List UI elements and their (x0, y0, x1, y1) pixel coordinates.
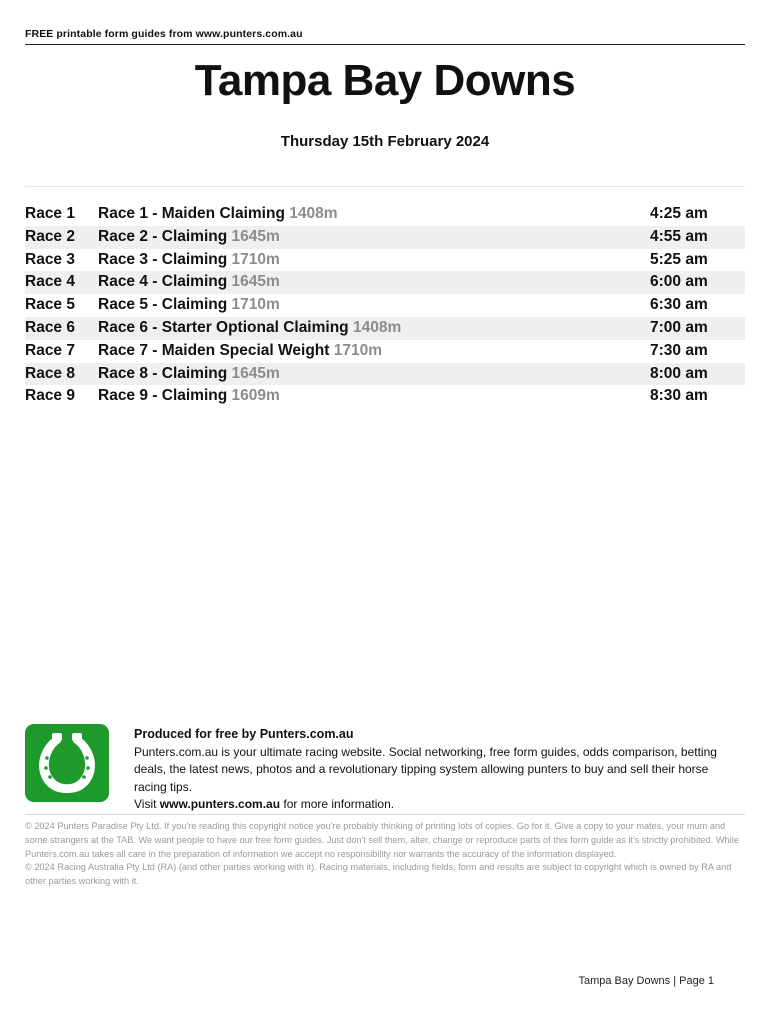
race-number: Race 2 (25, 227, 75, 245)
race-name: Race 1 - Maiden Claiming (98, 205, 285, 222)
race-time: 4:55 am (650, 227, 708, 245)
race-number: Race 4 (25, 273, 75, 291)
race-name: Race 5 - Claiming (98, 296, 228, 314)
race-number: Race 5 (25, 296, 75, 314)
page-footer: Tampa Bay Downs | Page 1 (578, 975, 714, 987)
produced-description: Punters.com.au is your ultimate racing website. Social networking, free form guides, odds comparison, betting deals, the latest news, photos and a revolutionary tipping system allowing punters to buy and sell their horse racing tips. (134, 744, 717, 794)
produced-by-block (134, 726, 744, 814)
race-distance: 1609m (231, 387, 280, 405)
header-note: FREE printable form guides from www.punters.com.au (25, 28, 303, 40)
race-row (25, 271, 745, 294)
race-title (98, 363, 280, 386)
visit-suffix: for more information. (280, 797, 395, 811)
race-distance: 1408m (289, 205, 338, 222)
horseshoe-icon (25, 724, 109, 802)
race-name: Race 8 - Claiming (98, 364, 228, 382)
race-number: Race 7 (25, 341, 75, 359)
race-title (98, 317, 401, 340)
race-distance: 1710m (231, 250, 280, 268)
race-time: 6:30 am (650, 296, 708, 314)
race-list (25, 203, 745, 408)
race-distance: 1645m (231, 273, 280, 291)
produced-title: Produced for free by Punters.com.au (134, 727, 354, 741)
race-distance: 1645m (231, 364, 280, 382)
race-table-divider (25, 186, 745, 187)
race-number: Race 1 (25, 205, 75, 222)
race-title (98, 294, 280, 317)
race-row (25, 317, 745, 340)
race-title (98, 203, 338, 226)
race-name: Race 2 - Claiming (98, 227, 228, 245)
race-time: 8:30 am (650, 387, 708, 405)
race-time: 7:00 am (650, 318, 708, 336)
copyright-notice (25, 820, 745, 889)
copyright-paragraph-2: © 2024 Racing Australia Pty Ltd (RA) (and other parties working with it). Racing materials, including fields, form and results are subject to copyright which is owned by RA and other parties working with it. (25, 862, 732, 887)
race-time: 4:25 am (650, 205, 708, 222)
race-distance: 1645m (231, 227, 280, 245)
race-name: Race 3 - Claiming (98, 250, 228, 268)
race-name: Race 6 - Starter Optional Claiming (98, 318, 349, 336)
footer-divider (25, 814, 745, 815)
venue-title: Tampa Bay Downs (194, 56, 576, 105)
punters-logo (25, 724, 109, 802)
race-distance: 1710m (231, 296, 280, 314)
race-number: Race 6 (25, 318, 75, 336)
race-row (25, 294, 745, 317)
race-time: 8:00 am (650, 364, 708, 382)
header-divider (25, 44, 745, 45)
race-time: 5:25 am (650, 250, 708, 268)
race-row (25, 340, 745, 363)
visit-prefix: Visit (134, 797, 160, 811)
meeting-date: Thursday 15th February 2024 (280, 133, 490, 150)
race-row (25, 385, 745, 408)
race-time: 6:00 am (650, 273, 708, 291)
race-number: Race 8 (25, 364, 75, 382)
race-row (25, 226, 745, 249)
race-distance: 1408m (352, 318, 402, 336)
race-title (98, 226, 280, 249)
visit-link[interactable]: www.punters.com.au (159, 797, 281, 811)
race-number: Race 9 (25, 387, 75, 405)
race-title (98, 271, 280, 294)
race-row (25, 249, 745, 272)
race-name: Race 4 - Claiming (98, 273, 228, 291)
race-title (98, 340, 382, 363)
visit-line (134, 796, 744, 814)
race-distance: 1710m (333, 341, 382, 359)
race-name: Race 9 - Claiming (98, 387, 228, 405)
race-number: Race 3 (25, 250, 75, 268)
race-row (25, 363, 745, 386)
race-title (98, 385, 280, 408)
race-row (25, 203, 745, 226)
race-title (98, 249, 280, 272)
race-time: 7:30 am (650, 341, 708, 359)
copyright-paragraph-1: © 2024 Punters Paradise Pty Ltd. If you're reading this copyright notice you're probably thinking of printing lots of copies. Go for it. Give a copy to your mates, your mum and some strangers at the TAB. We want people to have our free form guides. Just don't sell them, alter, change or reproduce parts of this form guide as it's strictly prohibited. While Punters.com.au takes all care in the preparation of information we accept no responsibility nor warrants the accuracy of the information displayed. (25, 821, 739, 859)
race-name: Race 7 - Maiden Special Weight (98, 341, 330, 359)
